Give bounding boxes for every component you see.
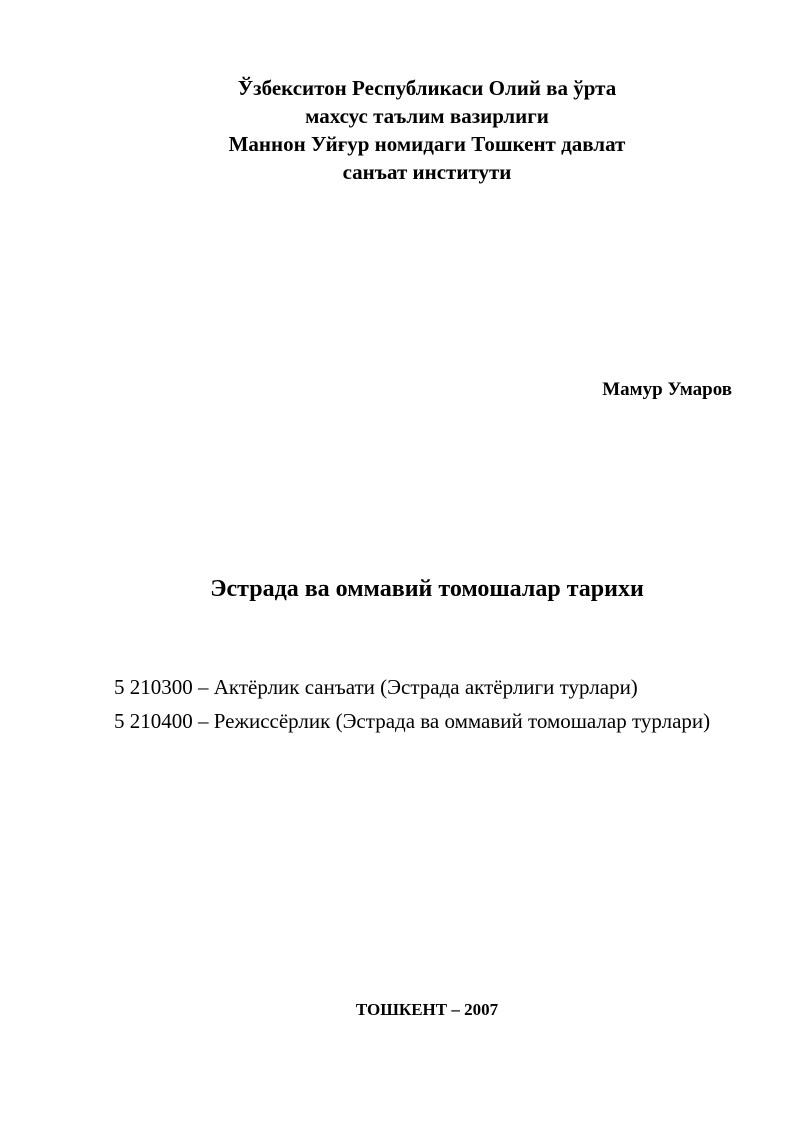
header-line-4: санъат институти [342, 160, 512, 184]
specialty-item-1: 5 210300 – Актёрлик санъати (Эстрада актёрлиги турлари) [114, 675, 638, 699]
institution-header [120, 74, 734, 186]
header-line-3: Маннон Уйғур номидаги Тошкент давлат [228, 132, 626, 156]
specialty-list [114, 670, 734, 738]
header-line-2: махсус таълим вазирлиги [305, 104, 549, 128]
specialty-item-2: 5 210400 – Режиссёрлик (Эстрада ва оммавий томошалар турлари) [114, 709, 711, 733]
author-name: Мамур Умаров [602, 379, 732, 400]
city-year: ТОШКЕНТ – 2007 [355, 1000, 499, 1019]
header-line-1: Ўзбекситон Республикаси Олий ва ўрта [237, 76, 617, 100]
document-title: Эстрада ва оммавий томошалар тарихи [210, 576, 644, 602]
